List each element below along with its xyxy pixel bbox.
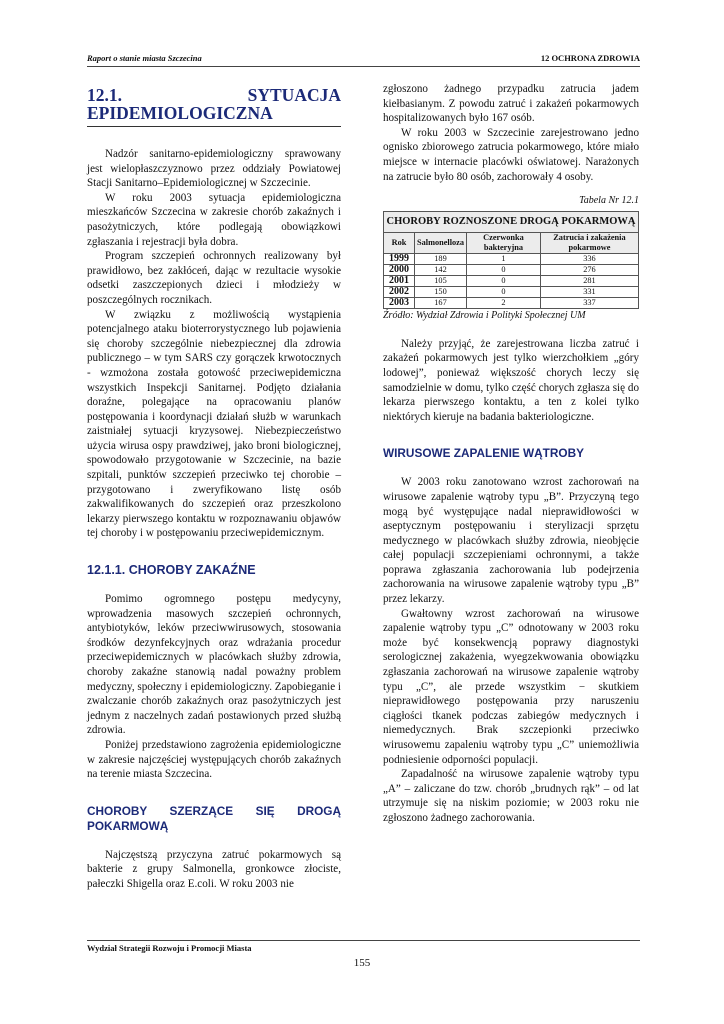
table-cell: 105 <box>415 275 467 286</box>
table-header-cell: Salmonelloza <box>415 232 467 253</box>
table-cell: 0 <box>467 264 541 275</box>
table-cell: 2000 <box>384 264 415 275</box>
header-chapter-title: 12 OCHRONA ZDROWIA <box>540 53 640 63</box>
table-row <box>384 286 639 297</box>
paragraph: W 2003 roku zanotowano wzrost zachorowań na wirusowe zapalenie wątroby typu „B”. Przyczyną tego mogą być występujące nadal nieprawidłowości w aseptycznym postępowaniu i sterylizacji sprzętu medycznego w placówkach służby zdrowia, nieobjęcie całej populacji szczepieniami ochronnymi, a także poprawa zgłaszania zachorowania lub podejrzenia zachorowania na wirusowe zapalenie wątroby typu „B” przez lekarzy. <box>383 476 639 606</box>
table-cell: 150 <box>415 286 467 297</box>
page-footer: Wydział Strategii Rozwoju i Promocji Miasta <box>87 940 640 953</box>
paragraph: zgłoszono żadnego przypadku zatrucia jadem kiełbasianym. Z powodu zatruć i zakażeń pokarmowych hospitalizowanych było 167 osób. <box>383 83 639 125</box>
table-cell: 189 <box>415 253 467 264</box>
paragraph: Należy przyjąć, że zarejestrowana liczba zatruć i zakażeń pokarmowych jest tylko wierzchołkiem „góry lodowej”, ponieważ większość chorych leczy się samodzielnie w domu, tylko część chorych zgłasza się do lekarza pierwszego kontaktu, a ten z kolei tylko niektórych kieruje na badania bakteriologiczne. <box>383 337 639 423</box>
table-cell: 167 <box>415 297 467 308</box>
table-cell: 1999 <box>384 253 415 264</box>
page-number: 155 <box>353 957 371 969</box>
table-header-cell: Rok <box>384 232 415 253</box>
page-header <box>87 52 640 67</box>
table-cell: 281 <box>540 275 638 286</box>
table-cell: 2003 <box>384 297 415 308</box>
table-row <box>384 297 639 308</box>
section-heading-12-1: 12.1. SYTUACJA EPIDEMIOLOGICZNA <box>87 86 341 127</box>
table-row <box>384 264 639 275</box>
table-cell: 2 <box>467 297 541 308</box>
table-cell: 1 <box>467 253 541 264</box>
paragraph: W roku 2003 w Szczecinie zarejestrowano jedno ognisko zbiorowego zatrucia pokarmowego, które miało miejsce w internacie placówki oświatowej. Narażonych na zatrucie było 80 osób, zachorowały 4 osoby. <box>383 126 639 183</box>
table-source: Źródło: Wydział Zdrowia i Polityki Społecznej UM <box>383 309 586 321</box>
table-cell: 142 <box>415 264 467 275</box>
right-column <box>383 82 639 826</box>
table-cell: 0 <box>467 275 541 286</box>
table-number: Tabela Nr 12.1 <box>579 195 639 207</box>
paragraph: W roku 2003 sytuacja epidemiologiczna mieszkańców Szczecina w zakresie chorób zakaźnych i pasożytniczych, które podlegają obowiązkowi zgłaszania i rejestracji była dobra. <box>87 191 341 248</box>
paragraph: Nadzór sanitarno-epidemiologiczny sprawowany jest wielopłaszczyznowo przez oddziały Powiatowej Stacji Sanitarno–Epidemiologicznej w Szczecinie. <box>87 148 341 190</box>
table-header-cell: Zatrucia i zakażenia pokarmowe <box>540 232 638 253</box>
topic-heading-hepatitis: WIRUSOWE ZAPALENIE WĄTROBY <box>383 446 584 461</box>
table-cell: 276 <box>540 264 638 275</box>
table-cell: 337 <box>540 297 638 308</box>
table-title: CHOROBY ROZNOSZONE DROGĄ POKARMOWĄ <box>384 211 639 232</box>
table-cell: 2002 <box>384 286 415 297</box>
paragraph: Zapadalność na wirusowe zapalenie wątroby typu „A” – zaliczane do tzw. chorób „brudnych rąk” – od lat utrzymuje się na niskim poziomie; w 2003 roku nie zgłoszono żadnego zachorowania. <box>383 768 639 824</box>
table-cell: 2001 <box>384 275 415 286</box>
table-header-cell: Czerwonka bakteryjna <box>467 232 541 253</box>
table-row <box>384 253 639 264</box>
table-cell: 336 <box>540 253 638 264</box>
table-cell: 0 <box>467 286 541 297</box>
paragraph: Najczęstszą przyczyna zatruć pokarmowych są bakterie z grupy Salmonella, gronkowce złociste, pałeczki Shigella oraz E.coli. W roku 2003 nie <box>87 848 341 890</box>
header-report-title: Raport o stanie miasta Szczecina <box>87 53 202 63</box>
paragraph: W związku z możliwością wystąpienia potencjalnego ataku bioterrorystycznego lub pojawienia się choroby szczególnie niebezpiecznej dla zdrowia publicznego – w tym SARS czy gorączek krwotocznych - wzmożona została gotowość przeciwepidemiczna wszystkich Inspekcji Sanitarnej. Podjęto działania doraźne, polegające na opracowaniu planów postępowania i koordynacji działań służb w warunkach zaistniałej sytuacji kryzysowej. Niebezpieczeństwo użycia wirusa ospy prawdziwej, jako broni biologicznej, spowodowało przygotowanie w Szczecinie, na bazie szpitali, punktów szczepień przeciwko tej chorobie – przygotowano i zweryfikowano listę osób zakwalifikowanych do szczepień oraz przeszkolono lekarzy pierwszego kontaktu w rozpoznawaniu objawów tej choroby i w postępowaniu przeciwepidemicznym. <box>87 308 341 540</box>
paragraph: Gwałtowny wzrost zachorowań na wirusowe zapalenie wątroby typu „C” odnotowany w 2003 roku może być konsekwencją poprawy diagnostyki serologicznej zakażenia, wyegzekwowania obowiązku zgłaszania zachorowań na wirusowe zapalenie wątroby typu „C”, ale przede wszystkim − skutkiem nieprawidłowego postępowania przy naruszeniu ciągłości tkanek podczas zabiegów medycznych i niemedycznych. Brak szczepionki przeciwko wirusowemu zapaleniu wątroby typu „C” uniemożliwia podniesienie odporności populacji. <box>383 607 639 766</box>
paragraph: Poniżej przedstawiono zagrożenia epidemiologiczne w zakresie najczęściej występujących chorób zakaźnych na terenie miasta Szczecina. <box>87 738 341 781</box>
paragraph: Program szczepień ochronnych realizowany był prawidłowo, bez zakłóceń, dając w rezultacie wysokie odsetki zaszczepionych dzieci i młodzieży w poszczególnych rocznikach. <box>87 250 341 306</box>
left-column <box>87 80 341 892</box>
topic-heading-food-diseases: CHOROBY SZERZĄCE SIĘ DROGĄ POKARMOWĄ <box>87 803 341 833</box>
paragraph: Pomimo ogromnego postępu medycyny, wprowadzenia masowych szczepień ochronnych, antybiotyków, leków przeciwwirusowych, stosowania środków dezynfekcyjnych oraz wdrażania procedur przeciwepidemicznych w placówkach służby zdrowia, choroby zakaźne stanowią nadal poważny problem medyczny, społeczny i epidemiologiczny. Zapobieganie i zwalczanie chorób zakaźnych oraz pasożytniczych jest jednym z naczelnych zadań postawionych przed służbą zdrowia. <box>87 593 341 737</box>
food-diseases-table <box>383 211 639 309</box>
subsection-heading-12-1-1: 12.1.1. CHOROBY ZAKAŹNE <box>87 563 256 578</box>
table-cell: 331 <box>540 286 638 297</box>
table-row <box>384 275 639 286</box>
